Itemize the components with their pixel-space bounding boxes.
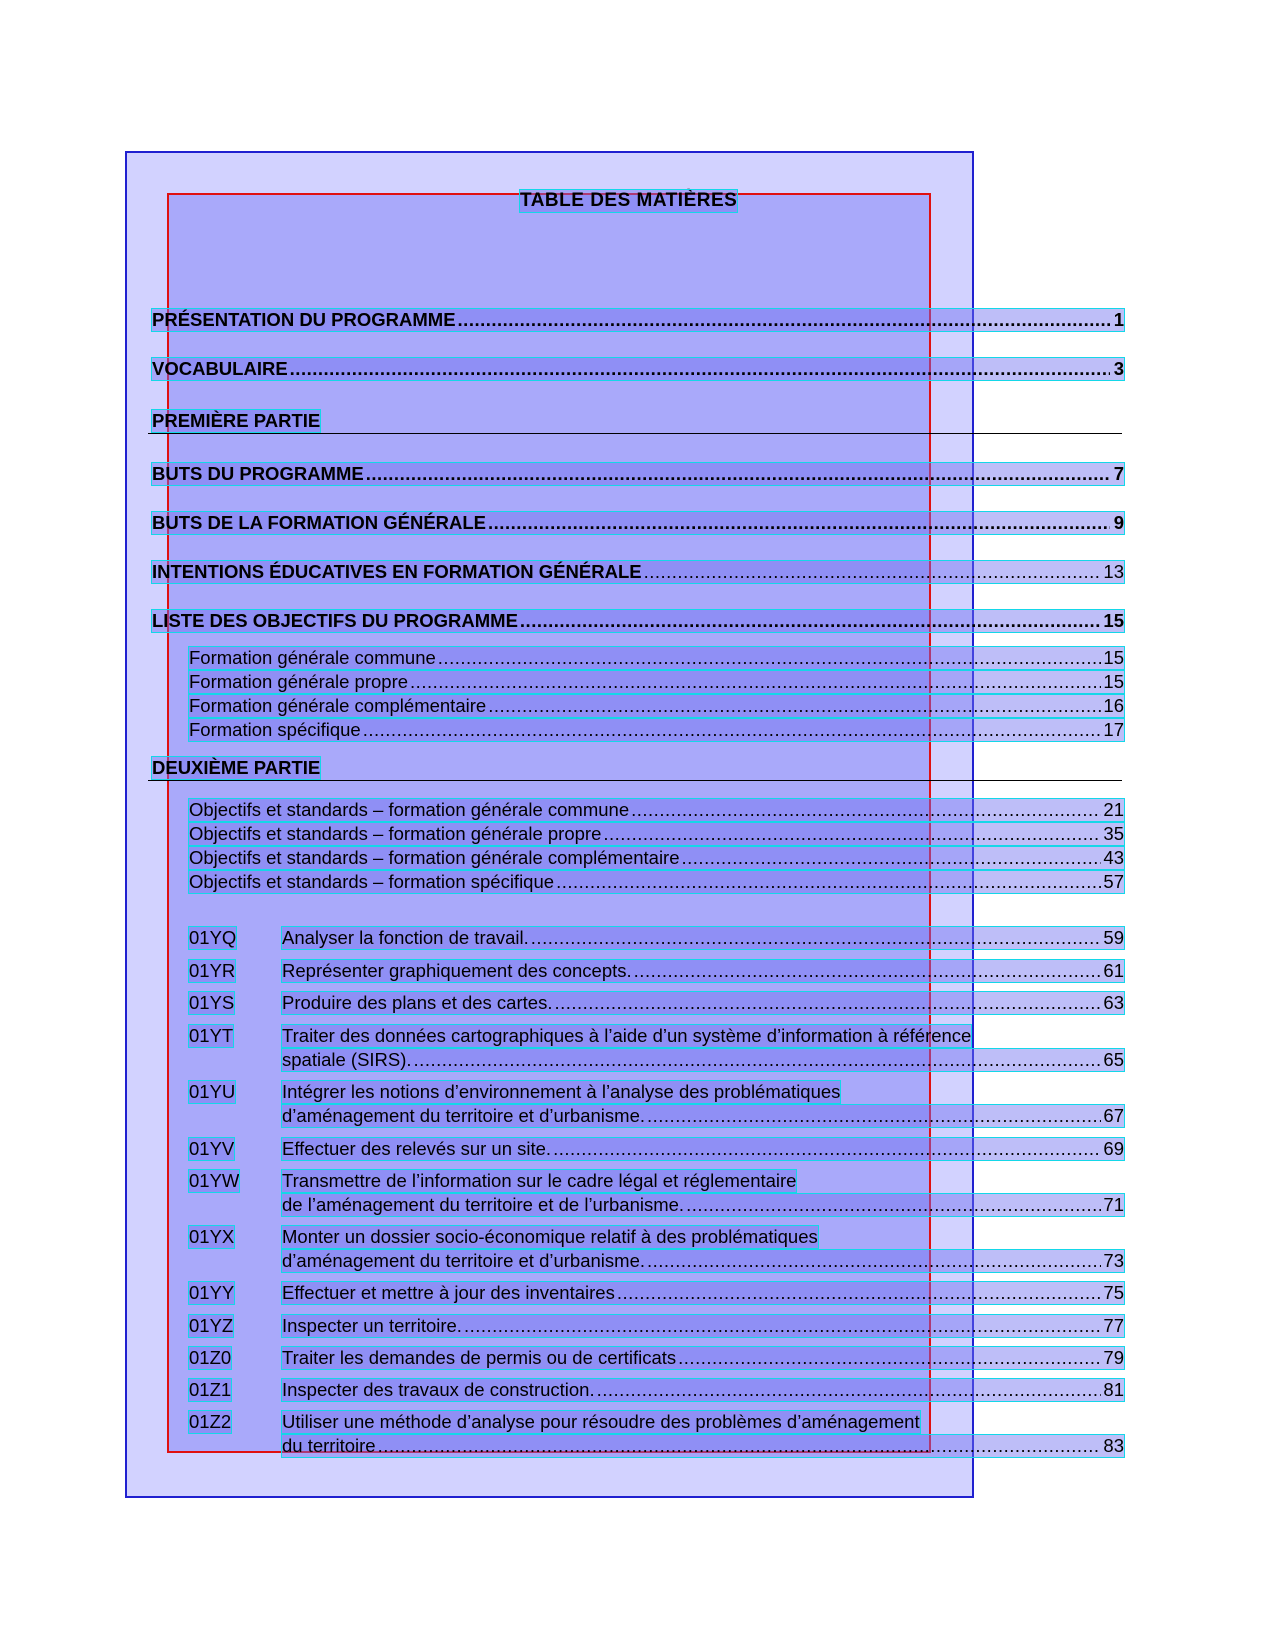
objective-entry[interactable] <box>282 1315 1124 1337</box>
page-title: TABLE DES MATIÈRES <box>520 190 738 211</box>
toc-entry-page: 16 <box>1103 695 1124 716</box>
objective-entry[interactable] <box>282 1105 1124 1127</box>
objective-entry[interactable] <box>282 1250 1124 1272</box>
objective-code: 01YR <box>189 960 236 981</box>
objective-title: Inspecter un territoire. <box>282 1315 462 1336</box>
objective-code: 01YT <box>189 1025 234 1046</box>
leader-dots <box>414 1049 1102 1071</box>
toc-subentry[interactable] <box>189 871 1124 893</box>
objective-entry[interactable] <box>282 927 1124 949</box>
leader-dots <box>378 1435 1102 1457</box>
objective-page: 79 <box>1103 1347 1124 1368</box>
objective-title: Représenter graphiquement des concepts. <box>282 960 632 981</box>
toc-entry[interactable] <box>152 309 1124 331</box>
objective-code: 01Z1 <box>189 1379 232 1400</box>
toc-entry-label: BUTS DE LA FORMATION GÉNÉRALE <box>152 512 487 533</box>
objective-code: 01YU <box>189 1081 236 1102</box>
leader-dots <box>647 1250 1101 1272</box>
toc-subentry[interactable] <box>189 823 1124 845</box>
toc-entry-label: PRÉSENTATION DU PROGRAMME <box>152 309 456 330</box>
objective-entry[interactable] <box>282 1049 1124 1071</box>
toc-entry[interactable] <box>152 463 1124 485</box>
section-rule <box>148 433 1122 434</box>
toc-entry-label: Objectifs et standards – formation générale commune <box>189 799 630 820</box>
leader-dots <box>366 463 1110 485</box>
objective-entry[interactable] <box>282 1282 1124 1304</box>
section-heading-part1: PREMIÈRE PARTIE <box>152 410 321 431</box>
toc-subentry[interactable] <box>189 847 1124 869</box>
toc-entry-label: Objectifs et standards – formation générale complémentaire <box>189 847 680 868</box>
toc-entry-page: 17 <box>1103 719 1124 740</box>
leader-dots <box>464 1315 1101 1337</box>
objective-code: 01YY <box>189 1282 235 1303</box>
toc-entry-label: LISTE DES OBJECTIFS DU PROGRAMME <box>152 610 518 631</box>
objective-title: Analyser la fonction de travail. <box>282 927 529 948</box>
objective-title: Effectuer et mettre à jour des inventaires <box>282 1282 615 1303</box>
toc-entry-page: 9 <box>1113 512 1124 533</box>
leader-dots <box>458 309 1110 331</box>
toc-entry-label: Formation générale commune <box>189 647 436 668</box>
objective-page: 81 <box>1103 1379 1124 1400</box>
objective-title-line1: Traiter des données cartographiques à l’aide d’un système d’information à référence <box>282 1025 972 1046</box>
objective-title: du territoire <box>282 1435 376 1456</box>
section-rule <box>148 780 1122 781</box>
toc-entry-page: 15 <box>1103 671 1124 692</box>
toc-entry-label: VOCABULAIRE <box>152 358 288 379</box>
leader-dots <box>634 960 1102 982</box>
objective-title: Inspecter des travaux de construction. <box>282 1379 595 1400</box>
objective-title: de l’aménagement du territoire et de l’urbanisme. <box>282 1194 685 1215</box>
leader-dots <box>631 799 1101 821</box>
toc-entry-label: Objectifs et standards – formation spécifique <box>189 871 555 892</box>
objective-title-line1: Transmettre de l’information sur le cadre légal et réglementaire <box>282 1170 797 1191</box>
leader-dots <box>290 358 1110 380</box>
objective-entry[interactable] <box>282 1138 1124 1160</box>
objective-title-line1: Utiliser une méthode d’analyse pour résoudre des problèmes d’aménagement <box>282 1411 920 1432</box>
objective-page: 83 <box>1103 1435 1124 1456</box>
objective-title: d’aménagement du territoire et d’urbanisme. <box>282 1105 645 1126</box>
objective-title-line1: Intégrer les notions d’environnement à l’analyse des problématiques <box>282 1081 841 1102</box>
objective-page: 59 <box>1103 927 1124 948</box>
objective-code: 01Z0 <box>189 1347 232 1368</box>
toc-entry-page: 35 <box>1103 823 1124 844</box>
toc-entry[interactable] <box>152 512 1124 534</box>
objective-page: 61 <box>1103 960 1124 981</box>
leader-dots <box>554 992 1101 1014</box>
toc-entry-page: 1 <box>1113 309 1124 330</box>
toc-entry[interactable] <box>152 561 1124 583</box>
toc-entry-label: Objectifs et standards – formation générale propre <box>189 823 602 844</box>
objective-entry[interactable] <box>282 1379 1124 1401</box>
leader-dots <box>617 1282 1102 1304</box>
leader-dots <box>410 671 1101 693</box>
objective-entry[interactable] <box>282 1435 1124 1457</box>
leader-dots <box>597 1379 1102 1401</box>
objective-entry[interactable] <box>282 1194 1124 1216</box>
leader-dots <box>686 1194 1101 1216</box>
objective-entry[interactable] <box>282 992 1124 1014</box>
toc-entry-label: INTENTIONS ÉDUCATIVES EN FORMATION GÉNÉRALE <box>152 561 642 582</box>
objective-page: 73 <box>1103 1250 1124 1271</box>
toc-subentry[interactable] <box>189 647 1124 669</box>
toc-entry[interactable] <box>152 610 1124 632</box>
leader-dots <box>438 647 1102 669</box>
objective-page: 71 <box>1103 1194 1124 1215</box>
toc-entry-page: 15 <box>1103 610 1124 631</box>
objective-entry[interactable] <box>282 1347 1124 1369</box>
leader-dots <box>520 610 1102 632</box>
objective-page: 65 <box>1103 1049 1124 1070</box>
objective-page: 75 <box>1103 1282 1124 1303</box>
objective-title: Traiter les demandes de permis ou de certificats <box>282 1347 677 1368</box>
toc-entry-page: 7 <box>1113 463 1124 484</box>
objective-code: 01YW <box>189 1170 240 1191</box>
leader-dots <box>553 1138 1101 1160</box>
toc-entry-page: 21 <box>1103 799 1124 820</box>
objective-title: spatiale (SIRS). <box>282 1049 412 1070</box>
objective-title: Produire des plans et des cartes. <box>282 992 553 1013</box>
toc-subentry[interactable] <box>189 799 1124 821</box>
section-heading-part2: DEUXIÈME PARTIE <box>152 757 321 778</box>
objective-code: 01YV <box>189 1138 235 1159</box>
objective-page: 67 <box>1103 1105 1124 1126</box>
objective-code: 01YS <box>189 992 235 1013</box>
leader-dots <box>644 561 1102 583</box>
toc-entry-page: 15 <box>1103 647 1124 668</box>
objective-entry[interactable] <box>282 960 1124 982</box>
leader-dots <box>678 1347 1101 1369</box>
leader-dots <box>488 695 1101 717</box>
toc-subentry[interactable] <box>189 695 1124 717</box>
leader-dots <box>363 719 1102 741</box>
objective-page: 69 <box>1103 1138 1124 1159</box>
toc-entry-page: 13 <box>1103 561 1124 582</box>
objective-code: 01YX <box>189 1226 235 1247</box>
leader-dots <box>488 512 1110 534</box>
objective-code: 01YZ <box>189 1315 234 1336</box>
toc-subentry[interactable] <box>189 671 1124 693</box>
toc-entry-page: 43 <box>1103 847 1124 868</box>
toc-entry-page: 57 <box>1103 871 1124 892</box>
objective-page: 63 <box>1103 992 1124 1013</box>
toc-entry[interactable] <box>152 358 1124 380</box>
toc-entry-label: BUTS DU PROGRAMME <box>152 463 364 484</box>
toc-entry-label: Formation spécifique <box>189 719 361 740</box>
leader-dots <box>531 927 1102 949</box>
toc-entry-label: Formation générale complémentaire <box>189 695 487 716</box>
leader-dots <box>682 847 1102 869</box>
toc-entry-label: Formation générale propre <box>189 671 409 692</box>
toc-subentry[interactable] <box>189 719 1124 741</box>
objective-page: 77 <box>1103 1315 1124 1336</box>
leader-dots <box>556 871 1101 893</box>
toc-entry-page: 3 <box>1113 358 1124 379</box>
leader-dots <box>647 1105 1101 1127</box>
objective-code: 01Z2 <box>189 1411 232 1432</box>
objective-code: 01YQ <box>189 927 237 948</box>
objective-title-line1: Monter un dossier socio-économique relatif à des problématiques <box>282 1226 818 1247</box>
objective-title: d’aménagement du territoire et d’urbanisme. <box>282 1250 645 1271</box>
leader-dots <box>603 823 1101 845</box>
objective-title: Effectuer des relevés sur un site. <box>282 1138 552 1159</box>
